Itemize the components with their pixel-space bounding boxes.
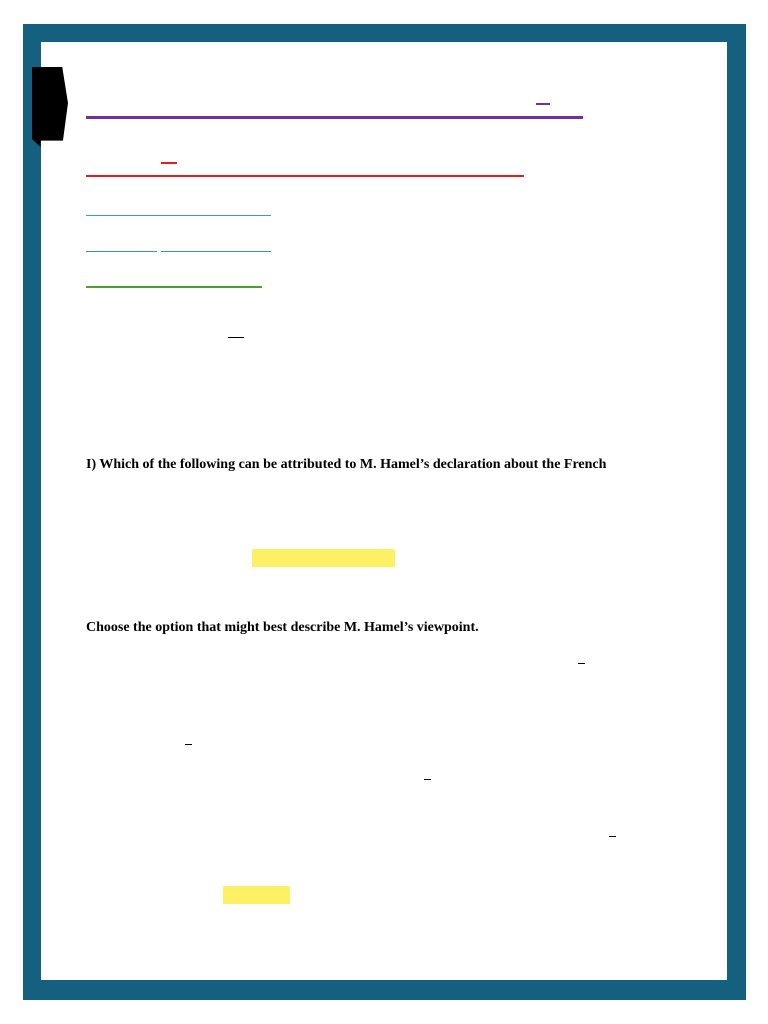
purple-underline-rule bbox=[86, 116, 583, 119]
red-dash-mark bbox=[161, 162, 177, 164]
blue-underline-rule-right bbox=[161, 251, 271, 252]
teal-green-underline-rule bbox=[86, 215, 271, 216]
answer-highlight-2 bbox=[223, 886, 290, 904]
bookmark-tab-marker bbox=[32, 67, 68, 147]
question-2-text: Choose the option that might best describe M. Hamel’s viewpoint. bbox=[86, 620, 479, 635]
purple-dash-mark bbox=[536, 103, 550, 105]
blue-underline-rule-left bbox=[86, 251, 157, 252]
green-underline-rule bbox=[86, 286, 262, 288]
option-dash-mark bbox=[578, 663, 585, 664]
document-sheet bbox=[41, 42, 727, 980]
red-underline-rule bbox=[86, 175, 524, 177]
question-1-text: I) Which of the following can be attributed to M. Hamel’s declaration about the French bbox=[86, 457, 607, 472]
answer-highlight-1 bbox=[252, 549, 395, 567]
option-dash-mark bbox=[424, 779, 431, 780]
option-dash-mark bbox=[185, 744, 192, 745]
black-dash-mark bbox=[228, 337, 244, 338]
option-dash-mark bbox=[609, 836, 616, 837]
